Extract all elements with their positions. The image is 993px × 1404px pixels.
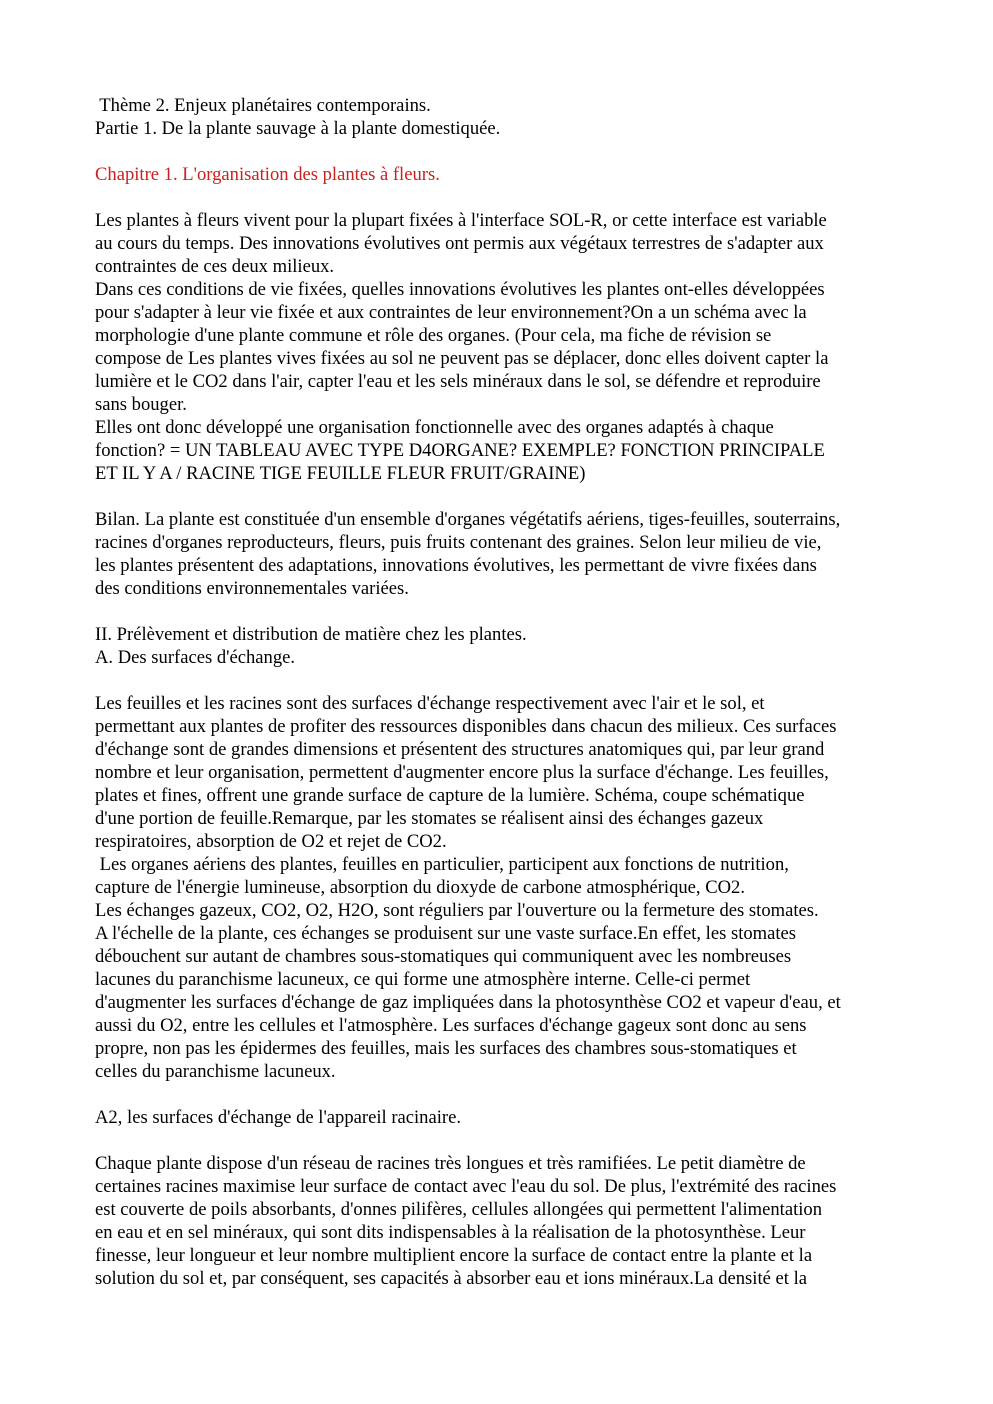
text-line: Les organes aériens des plantes, feuilles en particulier, participent aux fonctions de nutrition, (95, 854, 789, 875)
text-line: contraintes de ces deux milieux. (95, 256, 335, 277)
section-a2-title: A2, les surfaces d'échange de l'appareil racinaire. (95, 1107, 461, 1128)
text-line: permettant aux plantes de profiter des ressources disponibles dans chacun des milieux. Ces surfaces (95, 716, 837, 737)
text-line: sans bouger. (95, 394, 187, 415)
blank-line (95, 669, 910, 692)
text-line: ET IL Y A / RACINE TIGE FEUILLE FLEUR FRUIT/GRAINE) (95, 463, 586, 484)
text-line: en eau et en sel minéraux, qui sont dits indispensables à la réalisation de la photosynthèse. Leur (95, 1222, 806, 1243)
text-line: des conditions environnementales variées. (95, 578, 409, 599)
text-line: d'échange sont de grandes dimensions et présentent des structures anatomiques qui, par leur grand (95, 739, 825, 760)
text-line: solution du sol et, par conséquent, ses capacités à absorber eau et ions minéraux.La densité et la (95, 1268, 808, 1289)
section-a-paragraph (95, 692, 910, 1083)
text-line: Dans ces conditions de vie fixées, quelles innovations évolutives les plantes ont-elles développées (95, 279, 825, 300)
intro-paragraph (95, 209, 910, 485)
text-line: nombre et leur organisation, permettent d'augmenter encore plus la surface d'échange. Les feuilles, (95, 762, 829, 783)
blank-line (95, 186, 910, 209)
text-line: Chaque plante dispose d'un réseau de racines très longues et très ramifiées. Le petit diamètre de (95, 1153, 806, 1174)
text-line: est couverte de poils absorbants, d'onnes pilifères, cellules allongées qui permettent l'alimentation (95, 1199, 822, 1220)
text-line: celles du paranchisme lacuneux. (95, 1061, 336, 1082)
text-line: racines d'organes reproducteurs, fleurs, puis fruits contenant des graines. Selon leur milieu de vie, (95, 532, 822, 553)
bilan-paragraph (95, 508, 910, 600)
text-line: A l'échelle de la plante, ces échanges se produisent sur une vaste surface.En effet, les stomates (95, 923, 797, 944)
document-page (95, 94, 910, 1290)
text-line: respiratoires, absorption de O2 et rejet de CO2. (95, 831, 447, 852)
section-a-subtitle: A. Des surfaces d'échange. (95, 647, 296, 668)
text-line: plates et fines, offrent une grande surface de capture de la lumière. Schéma, coupe schématique (95, 785, 805, 806)
text-line: lumière et le CO2 dans l'air, capter l'eau et les sels minéraux dans le sol, se défendre et reproduire (95, 371, 821, 392)
text-line: lacunes du paranchisme lacuneux, ce qui forme une atmosphère interne. Celle-ci permet (95, 969, 751, 990)
text-line: Elles ont donc développé une organisation fonctionnelle avec des organes adaptés à chaque (95, 417, 774, 438)
blank-line (95, 140, 910, 163)
text-line: finesse, leur longueur et leur nombre multiplient encore la surface de contact entre la plante et la (95, 1245, 813, 1266)
text-line: d'une portion de feuille.Remarque, par les stomates se réalisent ainsi des échanges gazeux (95, 808, 764, 829)
blank-line (95, 600, 910, 623)
text-line: débouchent sur autant de chambres sous-stomatiques qui communiquent avec les nombreuses (95, 946, 792, 967)
section-a2-paragraph (95, 1152, 910, 1290)
text-line: propre, non pas les épidermes des feuilles, mais les surfaces des chambres sous-stomatiques et (95, 1038, 797, 1059)
partie-line: Partie 1. De la plante sauvage à la plante domestiquée. (95, 118, 501, 139)
blank-line (95, 1083, 910, 1106)
text-line: fonction? = UN TABLEAU AVEC TYPE D4ORGANE? EXEMPLE? FONCTION PRINCIPALE (95, 440, 825, 461)
text-line: capture de l'énergie lumineuse, absorption du dioxyde de carbone atmosphérique, CO2. (95, 877, 745, 898)
text-line: certaines racines maximise leur surface de contact avec l'eau du sol. De plus, l'extrémité des racines (95, 1176, 837, 1197)
text-line: au cours du temps. Des innovations évolutives ont permis aux végétaux terrestres de s'adapter aux (95, 233, 824, 254)
text-line: aussi du O2, entre les cellules et l'atmosphère. Les surfaces d'échange gageux sont donc au sens (95, 1015, 807, 1036)
blank-line (95, 485, 910, 508)
text-line: Bilan. La plante est constituée d'un ensemble d'organes végétatifs aériens, tiges-feuilles, souterrains, (95, 509, 841, 530)
text-line: pour s'adapter à leur vie fixée et aux contraintes de leur environnement?On a un schéma avec la (95, 302, 807, 323)
text-line: morphologie d'une plante commune et rôle des organes. (Pour cela, ma fiche de révision se (95, 325, 772, 346)
text-line: d'augmenter les surfaces d'échange de gaz impliquées dans la photosynthèse CO2 et vapeur d'eau, et (95, 992, 841, 1013)
theme-line: Thème 2. Enjeux planétaires contemporains. (95, 95, 431, 116)
text-line: compose de Les plantes vives fixées au sol ne peuvent pas se déplacer, donc elles doivent capter la (95, 348, 829, 369)
text-line: Les échanges gazeux, CO2, O2, H2O, sont réguliers par l'ouverture ou la fermeture des stomates. (95, 900, 819, 921)
blank-line (95, 1129, 910, 1152)
text-line: Les feuilles et les racines sont des surfaces d'échange respectivement avec l'air et le sol, et (95, 693, 765, 714)
chapter-title: Chapitre 1. L'organisation des plantes à fleurs. (95, 164, 440, 185)
text-line: Les plantes à fleurs vivent pour la plupart fixées à l'interface SOL-R, or cette interface est variable (95, 210, 827, 231)
section-ii-title: II. Prélèvement et distribution de matière chez les plantes. (95, 624, 527, 645)
text-line: les plantes présentent des adaptations, innovations évolutives, les permettant de vivre fixées dans (95, 555, 817, 576)
